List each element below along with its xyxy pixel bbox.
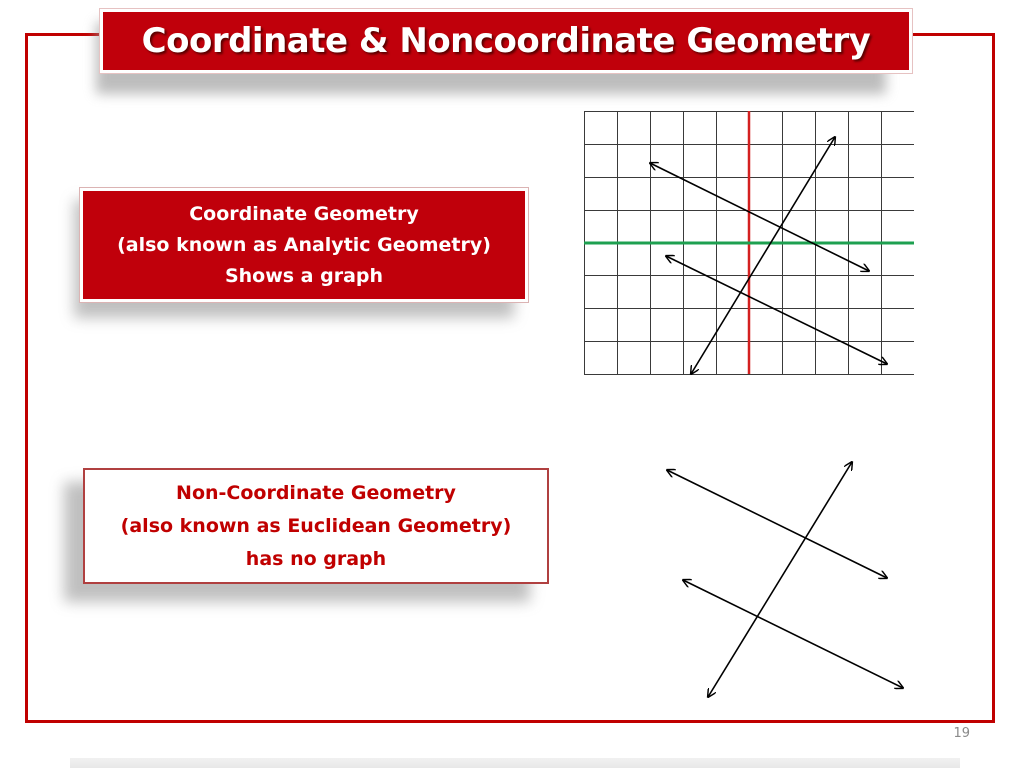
title-banner [100,9,912,73]
parallel-arrow-line-lower [666,256,887,364]
coordinate-alias: (also known as Analytic Geometry) [117,233,491,256]
transversal-arrow-line [708,462,852,697]
bottom-shadow [70,758,960,768]
noncoordinate-geometry-box [83,468,549,584]
page-number: 19 [953,726,970,741]
noncoordinate-heading: Non-Coordinate Geometry [176,481,456,504]
coordinate-heading: Coordinate Geometry [189,202,419,225]
euclidean-lines-diagram [655,455,915,705]
parallel-arrow-line-upper [667,470,887,578]
parallel-arrow-line-upper [650,163,869,271]
parallel-arrow-line-lower [683,580,903,688]
coordinate-note: Shows a graph [224,264,384,287]
noncoordinate-note: has no graph [245,547,387,570]
coordinate-graph [584,111,914,376]
coordinate-geometry-box [80,188,528,302]
noncoordinate-alias: (also known as Euclidean Geometry) [120,514,512,537]
transversal-arrow-line [691,137,835,374]
slide-title: Coordinate & Noncoordinate Geometry [141,21,871,61]
